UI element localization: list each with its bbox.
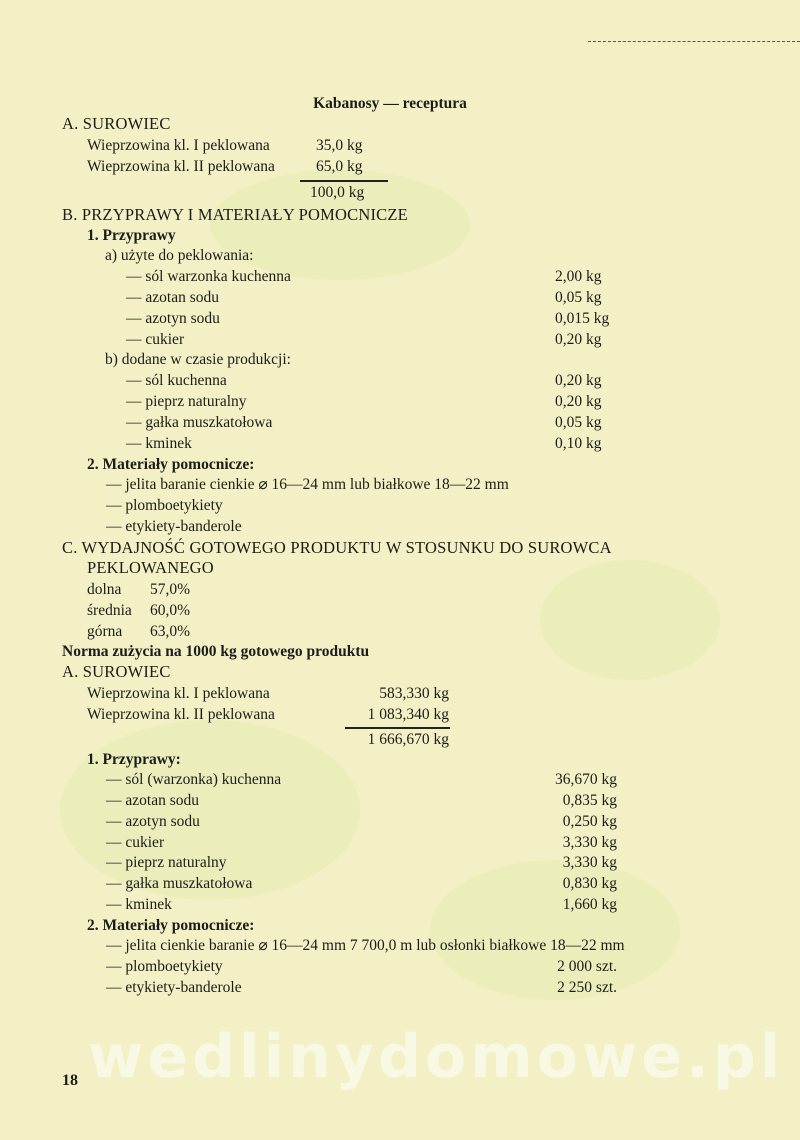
yield-label: średnia: [87, 602, 132, 619]
norm-spice-name: — sól (warzonka) kuchenna: [106, 771, 282, 788]
norm-material-name: — plomboetykiety: [106, 958, 223, 975]
raw-item-name: Wieprzowina kl. I peklowana: [87, 137, 270, 154]
norm-title: Norma zużycia na 1000 kg gotowego produktu: [62, 643, 370, 660]
sum-rule: [345, 727, 450, 729]
curing-item-qty: 0,015 kg: [555, 310, 610, 327]
yield-label: górna: [87, 623, 123, 640]
production-item-qty: 0,20 kg: [555, 393, 602, 410]
page-title: Kabanosy — receptura: [313, 95, 467, 112]
norm-raw-total: 1 666,670 kg: [367, 731, 449, 748]
watermark: wedlinydomowe.pl: [88, 1022, 785, 1092]
norm-raw-item-name: Wieprzowina kl. I peklowana: [87, 685, 270, 702]
norm-spice-qty: 0,830 kg: [562, 875, 617, 892]
production-label: b) dodane w czasie produkcji:: [105, 351, 291, 368]
curing-item-name: — azotan sodu: [126, 289, 219, 306]
norm-casing-item: — jelita cienkie baranie ⌀ 16—24 mm 7 700,0 m lub osłonki białkowe 18—22 mm: [106, 937, 625, 954]
section-c-heading-cont: PEKLOWANEGO: [87, 558, 214, 577]
norm-materials-subheading: 2. Materiały pomocnicze:: [87, 917, 255, 934]
yield-value: 57,0%: [150, 581, 191, 598]
norm-raw-item-qty: 583,330 kg: [379, 685, 449, 702]
materials-subheading: 2. Materiały pomocnicze:: [87, 456, 255, 473]
curing-item-qty: 0,20 kg: [555, 331, 602, 348]
norm-spice-name: — gałka muszkatołowa: [106, 875, 253, 892]
production-item-qty: 0,05 kg: [555, 414, 602, 431]
section-c-heading: C. WYDAJNOŚĆ GOTOWEGO PRODUKTU W STOSUNKU DO SUROWCA: [62, 538, 612, 557]
yield-value: 60,0%: [150, 602, 191, 619]
section-a-heading: A. SUROWIEC: [62, 114, 171, 133]
norm-spice-name: — azotyn sodu: [106, 813, 200, 830]
norm-material-name: — etykiety-banderole: [106, 979, 242, 996]
production-item-name: — sól kuchenna: [126, 372, 227, 389]
yield-label: dolna: [87, 581, 122, 598]
norm-spice-qty: 1,660 kg: [562, 896, 617, 913]
production-item-name: — pieprz naturalny: [126, 393, 247, 410]
norm-spice-name: — azotan sodu: [106, 792, 199, 809]
norm-spice-name: — kminek: [106, 896, 172, 913]
curing-item-name: — azotyn sodu: [126, 310, 220, 327]
raw-total: 100,0 kg: [310, 184, 365, 201]
curing-item-name: — sól warzonka kuchenna: [126, 268, 291, 285]
curing-item-name: — cukier: [126, 331, 185, 348]
norm-spices-subheading: 1. Przyprawy:: [87, 751, 181, 768]
paper-stain: [60, 720, 360, 900]
norm-raw-heading: A. SUROWIEC: [62, 662, 171, 681]
material-item: — etykiety-banderole: [106, 518, 242, 535]
norm-material-qty: 2 250 szt.: [557, 979, 617, 996]
raw-item-name: Wieprzowina kl. II peklowana: [87, 158, 275, 175]
norm-raw-item-name: Wieprzowina kl. II peklowana: [87, 706, 275, 723]
curing-label: a) użyte do peklowania:: [105, 247, 254, 264]
production-item-qty: 0,20 kg: [555, 372, 602, 389]
yield-value: 63,0%: [150, 623, 191, 640]
section-b-heading: B. PRZYPRAWY I MATERIAŁY POMOCNICZE: [62, 205, 408, 224]
norm-spice-name: — pieprz naturalny: [106, 854, 227, 871]
spices-subheading: 1. Przyprawy: [87, 227, 176, 244]
production-item-qty: 0,10 kg: [555, 435, 602, 452]
norm-spice-qty: 0,250 kg: [562, 813, 617, 830]
norm-spice-qty: 3,330 kg: [562, 854, 617, 871]
norm-spice-name: — cukier: [106, 834, 165, 851]
curing-item-qty: 0,05 kg: [555, 289, 602, 306]
material-item: — jelita baranie cienkie ⌀ 16—24 mm lub białkowe 18—22 mm: [106, 476, 509, 493]
curing-item-qty: 2,00 kg: [555, 268, 602, 285]
material-item: — plomboetykiety: [106, 497, 223, 514]
production-item-name: — gałka muszkatołowa: [126, 414, 273, 431]
norm-spice-qty: 3,330 kg: [562, 834, 617, 851]
paper-stain: [540, 560, 720, 680]
raw-item-qty: 65,0 kg: [316, 158, 363, 175]
sum-rule: [300, 180, 388, 182]
norm-raw-item-qty: 1 083,340 kg: [367, 706, 449, 723]
raw-item-qty: 35,0 kg: [316, 137, 363, 154]
norm-spice-qty: 36,670 kg: [555, 771, 617, 788]
norm-spice-qty: 0,835 kg: [562, 792, 617, 809]
norm-material-qty: 2 000 szt.: [557, 958, 617, 975]
top-dashed-line: [588, 41, 800, 43]
production-item-name: — kminek: [126, 435, 192, 452]
page-number: 18: [62, 1072, 78, 1089]
